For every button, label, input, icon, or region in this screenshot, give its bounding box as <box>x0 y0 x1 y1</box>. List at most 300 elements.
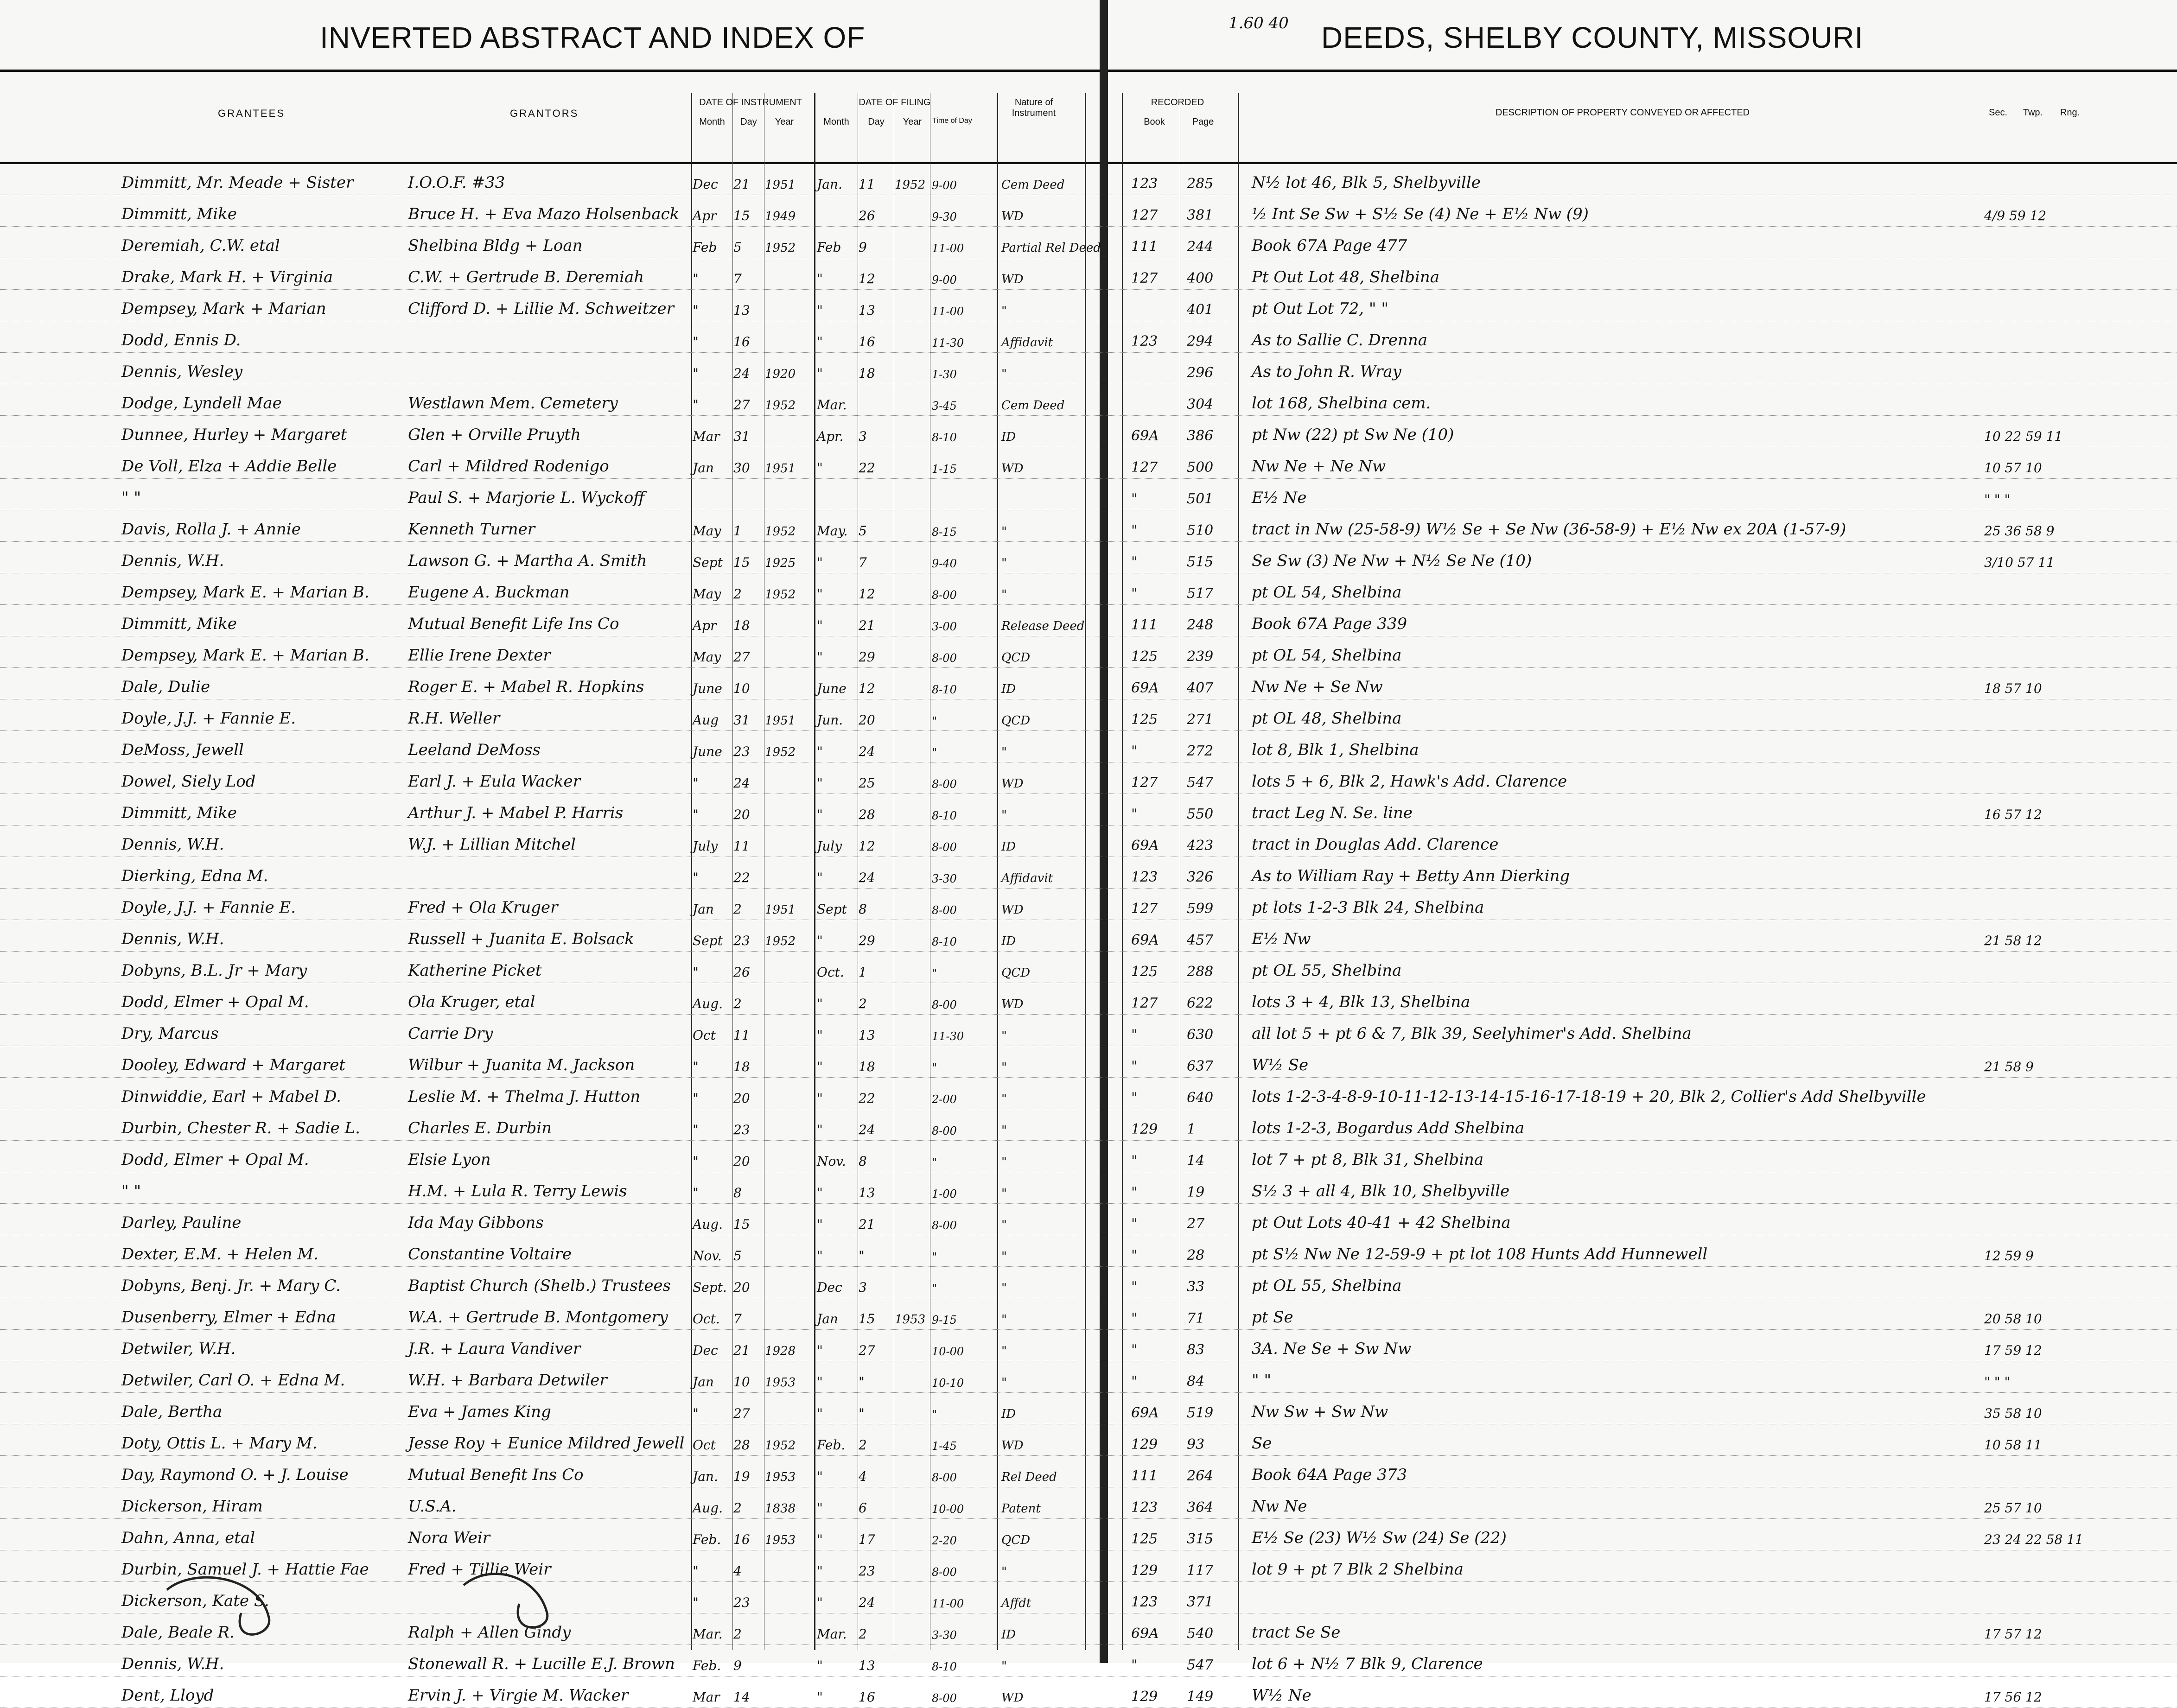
book-cell: " <box>1131 522 1138 539</box>
page-cell: 149 <box>1187 1689 1214 1705</box>
grantee-cell: Dodd, Ennis D. <box>121 331 241 349</box>
book-cell: 127 <box>1131 775 1158 791</box>
filing-day-cell: 13 <box>859 1658 875 1673</box>
description-cell: lots 1-2-3-4-8-9-10-11-12-13-14-15-16-17-18-19 + 20, Blk 2, Collier's Add Shelbyville <box>1252 1087 1926 1106</box>
instrument-day-cell: 20 <box>733 1280 750 1295</box>
filing-time-cell: " <box>932 1156 937 1169</box>
book-cell: " <box>1131 554 1138 570</box>
filing-month-cell: " <box>817 1248 823 1264</box>
grantor-cell: Bruce H. + Eva Mazo Holsenback <box>408 205 680 223</box>
ledger-row <box>0 1487 2177 1519</box>
filing-day-cell: 12 <box>859 271 875 286</box>
time-of-day-header: Time of Day <box>932 117 972 125</box>
page-cell: 272 <box>1187 743 1214 759</box>
grantee-cell: Detwiler, Carl O. + Edna M. <box>121 1371 345 1390</box>
date-of-filing-header: DATE OF FILING <box>859 97 931 108</box>
marginal-note: 1.60 40 <box>1229 14 1289 32</box>
filing-day-cell: 12 <box>859 681 875 696</box>
instrument-day-cell: 14 <box>733 1689 750 1705</box>
instrument-day-cell: 10 <box>733 681 750 696</box>
description-cell: lot 6 + N½ 7 Blk 9, Clarence <box>1252 1655 1483 1673</box>
nature-of-instrument-header: Nature of Instrument <box>1012 97 1056 118</box>
grantor-cell: Fred + Ola Kruger <box>408 898 558 917</box>
nature-cell: " <box>1001 1281 1007 1295</box>
instrument-day-cell: 2 <box>733 1500 742 1516</box>
filing-time-cell: 8-00 <box>932 904 957 917</box>
filing-time-cell: 8-15 <box>932 526 957 539</box>
book-cell: " <box>1131 806 1138 822</box>
ledger-row <box>0 667 2177 699</box>
book-cell: 123 <box>1131 1594 1158 1610</box>
filing-day-cell: 5 <box>859 523 867 539</box>
grantor-cell: W.H. + Barbara Detwiler <box>408 1371 607 1390</box>
grantor-cell: Ida May Gibbons <box>408 1213 544 1232</box>
grantor-cell: Fred + Tillie Weir <box>408 1560 551 1579</box>
filing-time-cell: 1-30 <box>932 368 957 381</box>
filing-time-cell: " <box>932 1251 937 1264</box>
grantee-cell: Dodd, Elmer + Opal M. <box>121 1150 309 1169</box>
filing-month-cell: " <box>817 1595 823 1610</box>
page-cell: 84 <box>1187 1373 1205 1390</box>
grantor-cell: Elsie Lyon <box>408 1150 491 1169</box>
grantor-cell: Roger E. + Mabel R. Hopkins <box>408 678 644 696</box>
instrument-day-cell: 27 <box>733 649 750 665</box>
nature-cell: " <box>1001 1218 1007 1232</box>
instrument-day-header: Day <box>740 117 757 127</box>
description-cell: tract Leg N. Se. line <box>1252 804 1413 822</box>
filing-month-cell: Jun. <box>817 712 843 728</box>
book-cell: 69A <box>1131 1405 1159 1421</box>
instrument-day-cell: 20 <box>733 807 750 822</box>
instrument-year-cell: 1952 <box>765 1439 796 1453</box>
grantor-cell: Westlawn Mem. Cemetery <box>408 394 618 413</box>
grantor-cell: Leeland DeMoss <box>408 741 541 759</box>
filing-time-cell: 8-00 <box>932 1124 957 1137</box>
instrument-month-cell: Dec <box>693 1343 718 1358</box>
nature-cell: ID <box>1001 430 1016 444</box>
instrument-day-cell: 28 <box>733 1437 750 1453</box>
page-cell: 326 <box>1187 869 1214 885</box>
instrument-day-cell: 7 <box>733 1311 742 1327</box>
instrument-month-cell: " <box>693 870 699 885</box>
ledger-row <box>0 1392 2177 1424</box>
instrument-year-cell: 1952 <box>765 588 796 602</box>
instrument-month-cell: " <box>693 1059 699 1074</box>
page-cell: 14 <box>1187 1153 1205 1169</box>
instrument-month-cell: Feb <box>693 240 717 255</box>
pen-flourish <box>0 1557 742 1659</box>
book-cell: " <box>1131 1373 1138 1390</box>
filing-month-cell: " <box>817 271 823 286</box>
filing-month-cell: " <box>817 618 823 633</box>
page-cell: 423 <box>1187 838 1214 854</box>
book-cell: 69A <box>1131 428 1159 444</box>
filing-day-cell: 24 <box>859 870 875 885</box>
instrument-month-cell: Sept <box>693 555 723 570</box>
description-header: DESCRIPTION OF PROPERTY CONVEYED OR AFFECTED <box>1495 108 1750 118</box>
grantee-cell: " " <box>121 1182 141 1200</box>
description-cell: ½ Int Se Sw + S½ Se (4) Ne + E½ Nw (9) <box>1252 205 1589 223</box>
ledger-row <box>0 1077 2177 1109</box>
description-cell: lot 7 + pt 8, Blk 31, Shelbina <box>1252 1150 1484 1169</box>
filing-time-cell: 9-30 <box>932 210 957 223</box>
page-cell: 304 <box>1187 396 1214 413</box>
instrument-year-cell: 1951 <box>765 462 796 476</box>
filing-day-cell: 13 <box>859 1028 875 1043</box>
grantor-cell: Leslie M. + Thelma J. Hutton <box>408 1087 641 1106</box>
instrument-year-cell: 1951 <box>765 903 796 917</box>
grantee-cell: Deremiah, C.W. etal <box>121 236 280 255</box>
grantor-cell: Jesse Roy + Eunice Mildred Jewell <box>408 1434 685 1453</box>
description-cell: lot 9 + pt 7 Blk 2 Shelbina <box>1252 1560 1464 1579</box>
filing-time-cell: 8-00 <box>932 652 957 665</box>
instrument-year-cell: 1952 <box>765 399 796 413</box>
filing-month-cell: " <box>817 366 823 381</box>
ledger-row <box>0 352 2177 384</box>
nature-cell: " <box>1001 1155 1007 1169</box>
section-township-range-cell: 25 57 10 <box>1984 1500 2042 1516</box>
filing-year-header: Year <box>903 117 922 127</box>
nature-cell: " <box>1001 367 1007 381</box>
nature-cell: ID <box>1001 934 1016 948</box>
ledger-row <box>0 258 2177 290</box>
filing-month-cell: " <box>817 996 823 1011</box>
nature-cell: " <box>1001 1029 1007 1043</box>
grantee-cell: Dennis, W.H. <box>121 552 224 570</box>
filing-day-cell: 6 <box>859 1500 867 1516</box>
filing-day-cell: 21 <box>859 1217 875 1232</box>
nature-cell: ID <box>1001 1407 1016 1421</box>
page-cell: 239 <box>1187 648 1214 665</box>
book-cell: " <box>1131 491 1138 507</box>
book-header: Book <box>1144 117 1165 127</box>
filing-time-cell: 8-00 <box>932 778 957 791</box>
filing-time-cell: 8-00 <box>932 1219 957 1232</box>
book-cell: 125 <box>1131 1531 1158 1547</box>
filing-day-cell: 12 <box>859 586 875 602</box>
page-cell: 519 <box>1187 1405 1214 1421</box>
instrument-month-cell: " <box>693 1185 699 1200</box>
book-cell: 129 <box>1131 1436 1158 1453</box>
page-cell: 599 <box>1187 901 1214 917</box>
page-cell: 500 <box>1187 459 1214 476</box>
book-cell: " <box>1131 1184 1138 1200</box>
book-cell: 129 <box>1131 1689 1158 1705</box>
instrument-year-cell: 1920 <box>765 367 796 381</box>
ledger-row <box>0 636 2177 668</box>
description-cell: Pt Out Lot 48, Shelbina <box>1252 268 1439 286</box>
filing-time-cell: 8-10 <box>932 935 957 948</box>
instrument-month-cell: Sept <box>693 933 723 948</box>
ledger-row <box>0 226 2177 258</box>
ledger-row <box>0 983 2177 1015</box>
nature-cell: Patent <box>1001 1502 1041 1516</box>
book-cell: 111 <box>1131 239 1158 255</box>
filing-day-cell: 13 <box>859 303 875 318</box>
nature-cell: WD <box>1001 997 1024 1011</box>
nature-cell: " <box>1001 1313 1007 1327</box>
filing-time-cell: 2-00 <box>932 1093 957 1106</box>
book-cell: 129 <box>1131 1562 1158 1579</box>
instrument-month-cell: " <box>693 1406 699 1421</box>
nature-cell: WD <box>1001 777 1024 791</box>
filing-day-cell: 15 <box>859 1311 875 1327</box>
grantor-cell: I.O.O.F. #33 <box>408 173 505 192</box>
description-cell: lots 1-2-3, Bogardus Add Shelbina <box>1252 1119 1525 1137</box>
grantor-cell: W.J. + Lillian Mitchel <box>408 835 576 854</box>
grantee-cell: Doyle, J.J. + Fannie E. <box>121 709 296 728</box>
grantees-header: GRANTEES <box>218 108 286 119</box>
filing-month-cell: Oct. <box>817 965 844 980</box>
ledger-row <box>0 163 2177 195</box>
instrument-month-cell: Apr <box>693 208 717 223</box>
filing-day-cell: 23 <box>859 1563 875 1579</box>
filing-time-cell: 11-30 <box>932 337 964 349</box>
instrument-year-cell: 1953 <box>765 1376 796 1390</box>
ledger-row <box>0 384 2177 416</box>
instrument-month-cell: " <box>693 1154 699 1169</box>
filing-month-cell: Jan. <box>817 177 842 192</box>
ledger-row <box>0 730 2177 762</box>
description-cell: pt S½ Nw Ne 12-59-9 + pt lot 108 Hunts Add Hunnewell <box>1252 1245 1708 1264</box>
instrument-day-cell: 2 <box>733 1626 742 1642</box>
instrument-month-cell: Jan <box>693 460 714 476</box>
description-cell: pt Out Lot 72, " " <box>1252 299 1388 318</box>
grantee-cell: Dale, Bertha <box>121 1403 223 1421</box>
book-cell: 123 <box>1131 333 1158 349</box>
instrument-month-cell: Aug. <box>693 1217 723 1232</box>
instrument-month-cell: July <box>693 838 718 854</box>
page-cell: 640 <box>1187 1090 1214 1106</box>
description-cell: Se <box>1252 1434 1272 1453</box>
description-cell: Se Sw (3) Ne Nw + N½ Se Ne (10) <box>1252 552 1532 570</box>
description-cell: tract in Nw (25-58-9) W½ Se + Se Nw (36-58-9) + E½ Nw ex 20A (1-57-9) <box>1252 520 1846 539</box>
filing-time-cell: " <box>932 1282 937 1295</box>
filing-month-cell: " <box>817 1406 823 1421</box>
book-cell: " <box>1131 1027 1138 1043</box>
filing-time-cell: 9-00 <box>932 273 957 286</box>
filing-month-cell: " <box>817 870 823 885</box>
grantee-cell: Dusenberry, Elmer + Edna <box>121 1308 336 1327</box>
grantee-cell: Dennis, Wesley <box>121 362 243 381</box>
ledger-row <box>0 415 2177 447</box>
ledger-row <box>0 1172 2177 1204</box>
ledger-row <box>0 1266 2177 1298</box>
filing-time-cell: 8-10 <box>932 1660 957 1673</box>
filing-day-cell: 2 <box>859 1626 867 1642</box>
grantor-cell: W.A. + Gertrude B. Montgomery <box>408 1308 668 1327</box>
ledger-row <box>0 888 2177 920</box>
grantee-cell: Detwiler, W.H. <box>121 1340 236 1358</box>
instrument-month-cell: Feb. <box>693 1658 721 1673</box>
instrument-day-cell: 15 <box>733 208 750 223</box>
filing-day-cell: 2 <box>859 1437 867 1453</box>
grantor-cell: Eva + James King <box>408 1403 551 1421</box>
grantee-cell: Dennis, W.H. <box>121 1655 224 1673</box>
section-township-range-cell: 10 58 11 <box>1984 1437 2042 1453</box>
description-cell: pt OL 55, Shelbina <box>1252 1276 1402 1295</box>
grantee-cell: DeMoss, Jewell <box>121 741 244 759</box>
grantee-cell: Dooley, Edward + Margaret <box>121 1056 345 1074</box>
section-township-range-cell: 25 36 58 9 <box>1984 523 2055 539</box>
ledger-row <box>0 1424 2177 1456</box>
filing-year-cell: 1952 <box>895 178 926 192</box>
nature-cell: " <box>1001 1565 1007 1579</box>
filing-day-cell: " <box>859 1374 865 1390</box>
filing-day-cell: 16 <box>859 1689 875 1705</box>
filing-month-cell: Dec <box>817 1280 842 1295</box>
filing-time-cell: 8-00 <box>932 589 957 602</box>
instrument-month-cell: " <box>693 1091 699 1106</box>
page-cell: 83 <box>1187 1342 1205 1358</box>
filing-time-cell: 9-00 <box>932 179 957 192</box>
filing-day-cell: 13 <box>859 1185 875 1200</box>
filing-time-cell: 9-40 <box>932 557 957 570</box>
filing-day-cell: 28 <box>859 807 875 822</box>
page-cell: 457 <box>1187 932 1214 948</box>
ledger-row <box>0 699 2177 731</box>
description-cell: pt Nw (22) pt Sw Ne (10) <box>1252 425 1454 444</box>
page-cell: 547 <box>1187 775 1214 791</box>
ledger-row <box>0 1298 2177 1330</box>
grantor-cell: U.S.A. <box>408 1497 457 1516</box>
ledger-row <box>0 762 2177 794</box>
nature-cell: Affidavit <box>1001 871 1053 885</box>
description-cell: 3A. Ne Se + Sw Nw <box>1252 1340 1412 1358</box>
book-cell: " <box>1131 1153 1138 1169</box>
instrument-month-cell: " <box>693 807 699 822</box>
instrument-day-cell: 2 <box>733 586 742 602</box>
filing-month-cell: Jan <box>817 1311 838 1327</box>
grantor-cell: Ola Kruger, etal <box>408 993 535 1011</box>
nature-cell: " <box>1001 1187 1007 1200</box>
filing-time-cell: 8-10 <box>932 431 957 444</box>
instrument-month-cell: Aug <box>693 712 719 728</box>
description-cell: E½ Ne <box>1252 489 1307 507</box>
filing-time-cell: 11-00 <box>932 1597 964 1610</box>
grantee-cell: Darley, Pauline <box>121 1213 242 1232</box>
filing-time-cell: 11-00 <box>932 242 964 255</box>
filing-day-cell: 26 <box>859 208 875 223</box>
grantor-cell: R.H. Weller <box>408 709 500 728</box>
grantee-cell: Dickerson, Hiram <box>121 1497 263 1516</box>
book-cell: 127 <box>1131 270 1158 286</box>
page-cell: 271 <box>1187 711 1214 728</box>
instrument-month-cell: Apr <box>693 618 717 633</box>
filing-day-cell: 18 <box>859 1059 875 1074</box>
instrument-month-cell: May <box>693 586 721 602</box>
instrument-day-cell: 9 <box>733 1658 742 1673</box>
instrument-day-cell: 23 <box>733 933 750 948</box>
instrument-day-cell: 31 <box>733 712 750 728</box>
instrument-day-cell: 13 <box>733 303 750 318</box>
instrument-month-cell: Oct. <box>693 1311 720 1327</box>
grantee-cell: Dempsey, Mark E. + Marian B. <box>121 583 369 602</box>
grantee-cell: Durbin, Samuel J. + Hattie Fae <box>121 1560 369 1579</box>
filing-month-cell: May. <box>817 523 848 539</box>
ledger-row <box>0 825 2177 857</box>
ledger-row <box>0 1235 2177 1267</box>
page-cell: 93 <box>1187 1436 1205 1453</box>
grantor-cell: Eugene A. Buckman <box>408 583 570 602</box>
instrument-month-cell: Jan <box>693 1374 714 1390</box>
ledger-row <box>0 857 2177 889</box>
instrument-month-cell: Mar <box>693 429 720 444</box>
book-cell: 123 <box>1131 869 1158 885</box>
book-cell: " <box>1131 743 1138 759</box>
ledger-row <box>0 604 2177 636</box>
description-cell: pt OL 48, Shelbina <box>1252 709 1402 728</box>
grantee-cell: Dale, Dulie <box>121 678 210 696</box>
instrument-day-cell: 31 <box>733 429 750 444</box>
filing-day-cell: 22 <box>859 460 875 476</box>
filing-time-cell: 3-00 <box>932 620 957 633</box>
grantor-cell: Kenneth Turner <box>408 520 535 539</box>
filing-time-cell: 8-00 <box>932 998 957 1011</box>
grantee-cell: Davis, Rolla J. + Annie <box>121 520 301 539</box>
instrument-year-cell: 1951 <box>765 714 796 728</box>
filing-time-cell: 8-00 <box>932 1692 957 1705</box>
book-cell: 127 <box>1131 901 1158 917</box>
page-cell: 244 <box>1187 239 1214 255</box>
ledger-row <box>0 573 2177 605</box>
instrument-month-cell: Oct <box>693 1437 716 1453</box>
nature-cell: " <box>1001 1344 1007 1358</box>
section-township-range-cell: 3/10 57 11 <box>1984 555 2055 570</box>
nature-cell: WD <box>1001 273 1024 286</box>
instrument-year-cell: 1952 <box>765 934 796 948</box>
filing-month-cell: " <box>817 1532 823 1547</box>
nature-cell: WD <box>1001 1439 1024 1453</box>
nature-cell: ID <box>1001 682 1016 696</box>
filing-month-cell: " <box>817 334 823 349</box>
filing-month-cell: " <box>817 1563 823 1579</box>
grantee-cell: Dodd, Elmer + Opal M. <box>121 993 309 1011</box>
filing-time-cell: 10-10 <box>932 1377 964 1390</box>
page-cell: 630 <box>1187 1027 1214 1043</box>
grantor-cell: Katherine Picket <box>408 961 542 980</box>
instrument-day-cell: 5 <box>733 240 742 255</box>
instrument-day-cell: 11 <box>733 838 750 854</box>
nature-cell: Affdt <box>1001 1596 1031 1610</box>
filing-time-cell: " <box>932 1061 937 1074</box>
filing-day-cell: 21 <box>859 618 875 633</box>
grantor-cell: Nora Weir <box>408 1529 490 1547</box>
ledger-row <box>0 1109 2177 1141</box>
section-township-range-cell: 10 57 10 <box>1984 460 2042 476</box>
ledger-row <box>0 1140 2177 1172</box>
grantee-cell: Doty, Ottis L. + Mary M. <box>121 1434 318 1453</box>
nature-cell: WD <box>1001 210 1024 223</box>
description-cell: pt Out Lots 40-41 + 42 Shelbina <box>1252 1213 1511 1232</box>
right-page-title: DEEDS, SHELBY COUNTY, MISSOURI <box>1321 21 1864 54</box>
filing-month-cell: Nov. <box>817 1154 846 1169</box>
page-cell: 1 <box>1187 1121 1196 1137</box>
book-cell: 125 <box>1131 711 1158 728</box>
nature-cell: Rel Deed <box>1001 1470 1057 1484</box>
instrument-month-cell: Mar. <box>693 1626 723 1642</box>
book-cell: 69A <box>1131 1625 1159 1642</box>
section-township-range-cell: 17 57 12 <box>1984 1626 2042 1642</box>
description-cell: lots 5 + 6, Blk 2, Hawk's Add. Clarence <box>1252 772 1567 791</box>
ledger-row <box>0 794 2177 825</box>
nature-cell: " <box>1001 745 1007 759</box>
grantee-cell: Dobyns, B.L. Jr + Mary <box>121 961 307 980</box>
section-township-range-cell: 18 57 10 <box>1984 681 2042 696</box>
filing-month-cell: " <box>817 1343 823 1358</box>
grantor-cell: Shelbina Bldg + Loan <box>408 236 583 255</box>
nature-cell: Cem Deed <box>1001 399 1065 413</box>
